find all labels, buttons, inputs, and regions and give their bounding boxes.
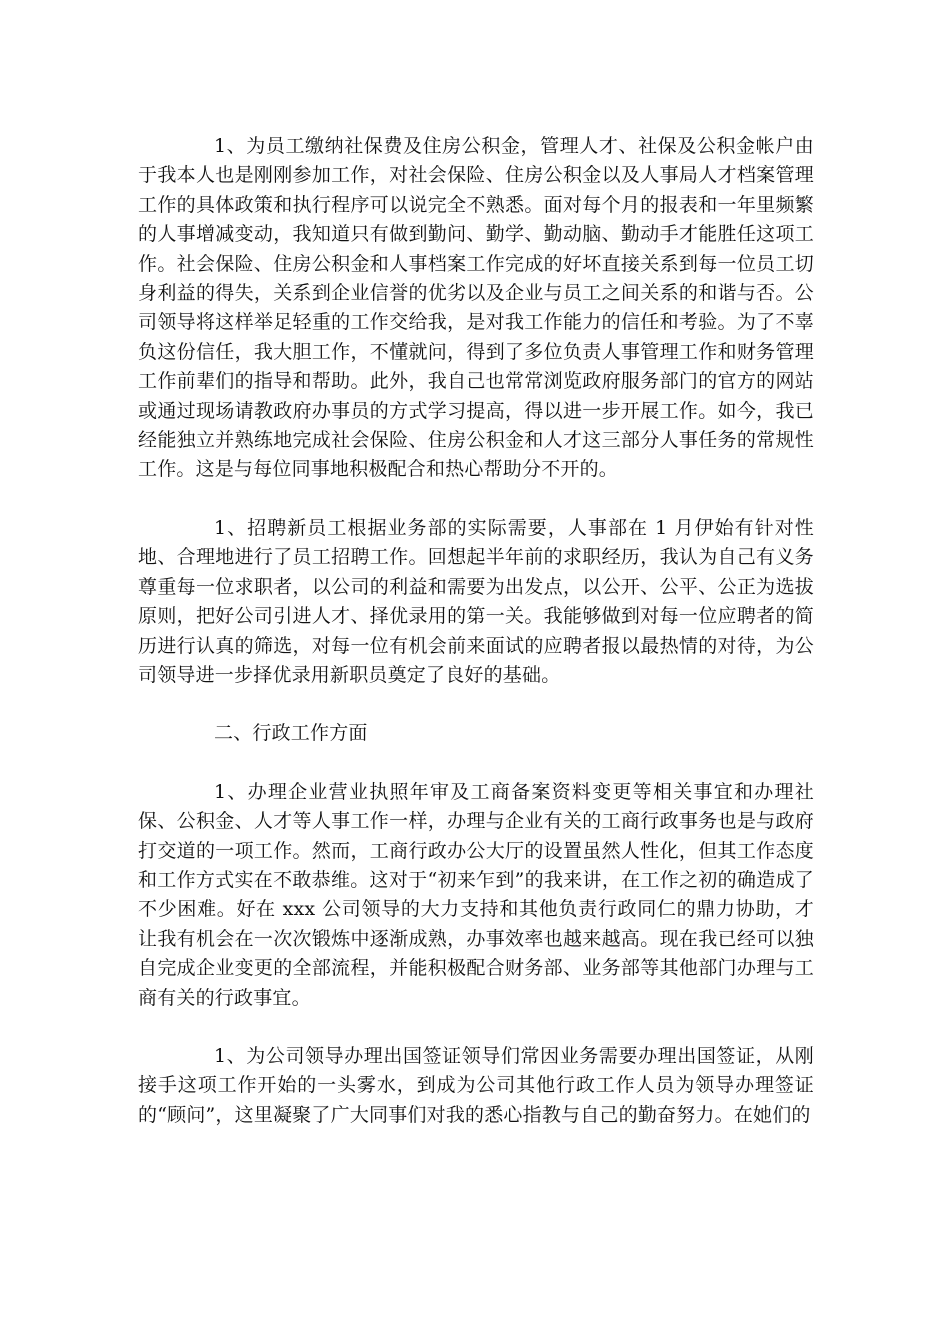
paragraph-visa-processing: 1、为公司领导办理出国签证领导们常因业务需要办理出国签证，从刚接手这项工作开始的一头雾水，到成为公司其他行政工作人员为领导办理签证的“顾问”，这里凝聚了广大同事们对我的悉心指教与自己的勤奋努力。在她们的	[138, 1044, 814, 1126]
paragraph-business-license: 1、办理企业营业执照年审及工商备案资料变更等相关事宜和办理社保、公积金、人才等人事工作一样，办理与企业有关的工商行政事务也是与政府打交道的一项工作。然而，工商行政办公大厅的设置虽然人性化，但其工作态度和工作方式实在不敢恭维。这对于“初来乍到”的我来讲，在工作之初的确造成了不少困难。好在 xxx 公司领导的大力支持和其他负责行政同仁的鼎力协助，才让我有机会在一次次锻炼中逐渐成熟，办事效率也越来越高。现在我已经可以独自完成企业变更的全部流程，并能积极配合财务部、业务部等其他部门办理与工商有关的行政事宜。	[138, 780, 814, 1009]
paragraph-social-insurance: 1、为员工缴纳社保费及住房公积金，管理人才、社保及公积金帐户由于我本人也是刚刚参加工作，对社会保险、住房公积金以及人事局人才档案管理工作的具体政策和执行程序可以说完全不熟悉。面对每个月的报表和一年里频繁的人事增减变动，我知道只有做到勤问、勤学、勤动脑、勤动手才能胜任这项工作。社会保险、住房公积金和人事档案工作完成的好坏直接关系到每一位员工切身利益的得失，关系到企业信誉的优劣以及企业与员工之间关系的和谐与否。公司领导将这样举足轻重的工作交给我，是对我工作能力的信任和考验。为了不辜负这份信任，我大胆工作，不懂就问，得到了多位负责人事管理工作和财务管理工作前辈们的指导和帮助。此外，我自己也常常浏览政府服务部门的官方的网站或通过现场请教政府办事员的方式学习提高，得以进一步开展工作。如今，我已经能独立并熟练地完成社会保险、住房公积金和人才这三部分人事任务的常规性工作。这是与每位同事地积极配合和热心帮助分不开的。	[138, 135, 814, 481]
section-heading-administration: 二、行政工作方面	[214, 722, 368, 745]
paragraph-recruitment: 1、招聘新员工根据业务部的实际需要，人事部在 1 月伊始有针对性地、合理地进行了员工招聘工作。回想起半年前的求职经历，我认为自己有义务尊重每一位求职者，以公司的利益和需要为出发点，以公开、公平、公正为选拔原则，把好公司引进人才、择优录用的第一关。我能够做到对每一位应聘者的简历进行认真的筛选，对每一位有机会前来面试的应聘者报以最热情的对待，为公司领导进一步择优录用新职员奠定了良好的基础。	[138, 516, 814, 686]
document-page	[138, 132, 814, 1130]
